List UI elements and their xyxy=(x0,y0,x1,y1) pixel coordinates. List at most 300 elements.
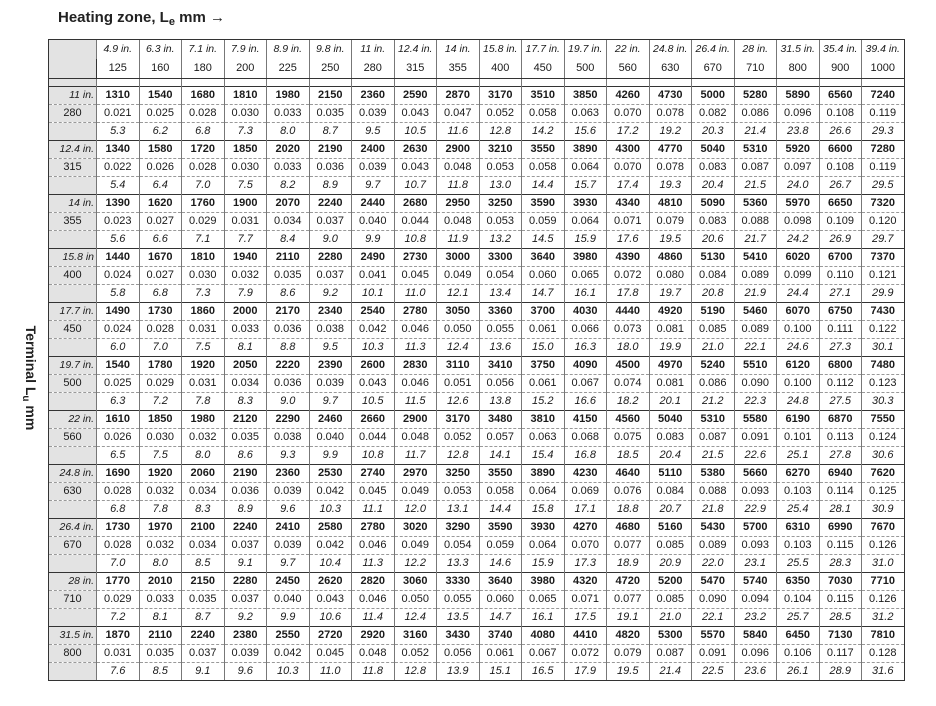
table-cell: 13.9 xyxy=(437,663,480,681)
table-cell: 16.6 xyxy=(564,393,607,411)
table-cell: 7.0 xyxy=(139,339,182,357)
table-cell: 0.064 xyxy=(522,483,565,501)
spacer-cell xyxy=(97,79,140,87)
table-cell: 0.115 xyxy=(819,591,862,609)
table-cell: 31.2 xyxy=(862,609,905,627)
table-cell: 6.4 xyxy=(139,177,182,195)
table-cell: 8.7 xyxy=(309,123,352,141)
table-cell: 25.4 xyxy=(777,501,820,519)
table-cell: 0.087 xyxy=(649,645,692,663)
column-header-inches: 11 in. xyxy=(352,40,395,60)
table-cell: 0.114 xyxy=(819,483,862,501)
table-cell: 2460 xyxy=(309,411,352,429)
table-cell: 0.081 xyxy=(649,321,692,339)
table-row xyxy=(49,627,905,645)
table-cell: 2280 xyxy=(224,573,267,591)
table-cell: 7.3 xyxy=(182,285,225,303)
table-cell: 0.027 xyxy=(139,213,182,231)
column-header-mm: 560 xyxy=(607,59,650,79)
table-row xyxy=(49,555,905,573)
table-cell: 0.125 xyxy=(862,483,905,501)
table-cell: 6.8 xyxy=(182,123,225,141)
table-cell: 0.032 xyxy=(139,537,182,555)
table-cell: 22.5 xyxy=(692,663,735,681)
table-cell: 0.032 xyxy=(139,483,182,501)
table-cell: 0.055 xyxy=(479,321,522,339)
table-cell: 7480 xyxy=(862,357,905,375)
table-cell: 22.9 xyxy=(734,501,777,519)
table-cell: 1860 xyxy=(182,303,225,321)
table-cell: 0.070 xyxy=(607,159,650,177)
table-cell: 0.090 xyxy=(734,375,777,393)
table-cell: 0.088 xyxy=(734,213,777,231)
table-cell: 18.2 xyxy=(607,393,650,411)
table-cell: 0.042 xyxy=(309,483,352,501)
table-row xyxy=(49,411,905,429)
table-cell: 2830 xyxy=(394,357,437,375)
table-cell: 7430 xyxy=(862,303,905,321)
table-cell: 20.1 xyxy=(649,393,692,411)
table-cell: 0.041 xyxy=(352,267,395,285)
table-cell: 16.3 xyxy=(564,339,607,357)
table-cell: 0.065 xyxy=(564,267,607,285)
table-cell: 9.6 xyxy=(224,663,267,681)
table-cell: 2450 xyxy=(267,573,310,591)
table-cell: 0.039 xyxy=(352,159,395,177)
table-cell: 8.8 xyxy=(267,339,310,357)
table-cell: 1850 xyxy=(224,141,267,159)
table-cell: 27.3 xyxy=(819,339,862,357)
table-cell: 7280 xyxy=(862,141,905,159)
table-cell: 0.049 xyxy=(437,267,480,285)
table-cell: 12.0 xyxy=(394,501,437,519)
table-cell: 0.108 xyxy=(819,159,862,177)
column-header-mm: 400 xyxy=(479,59,522,79)
table-cell: 0.078 xyxy=(649,159,692,177)
table-cell: 13.8 xyxy=(479,393,522,411)
table-row xyxy=(49,663,905,681)
table-cell: 0.037 xyxy=(309,213,352,231)
table-cell: 9.2 xyxy=(224,609,267,627)
column-header-inches: 31.5 in. xyxy=(777,40,820,60)
table-cell: 9.5 xyxy=(352,123,395,141)
table-cell: 2150 xyxy=(309,87,352,105)
table-cell: 5.6 xyxy=(97,231,140,249)
table-cell: 28.5 xyxy=(819,609,862,627)
column-header-mm: 280 xyxy=(352,59,395,79)
table-cell: 9.6 xyxy=(267,501,310,519)
table-cell: 6350 xyxy=(777,573,820,591)
row-label-cell xyxy=(49,123,97,141)
table-cell: 5360 xyxy=(734,195,777,213)
table-cell: 4030 xyxy=(564,303,607,321)
table-cell: 5580 xyxy=(734,411,777,429)
row-label-cell xyxy=(49,79,97,87)
table-cell: 10.8 xyxy=(352,447,395,465)
table-cell: 27.8 xyxy=(819,447,862,465)
table-cell: 3740 xyxy=(479,627,522,645)
table-row xyxy=(49,519,905,537)
table-cell: 26.1 xyxy=(777,663,820,681)
table-cell: 1780 xyxy=(139,357,182,375)
table-cell: 5740 xyxy=(734,573,777,591)
table-cell: 0.036 xyxy=(267,321,310,339)
table-cell: 0.089 xyxy=(692,537,735,555)
column-header-inches: 39.4 in. xyxy=(862,40,905,60)
table-cell: 17.2 xyxy=(607,123,650,141)
table-cell: 7.3 xyxy=(224,123,267,141)
table-cell: 0.039 xyxy=(267,537,310,555)
table-cell: 1870 xyxy=(97,627,140,645)
table-cell: 6990 xyxy=(819,519,862,537)
table-cell: 0.053 xyxy=(479,159,522,177)
table-cell: 27.5 xyxy=(819,393,862,411)
table-cell: 7.6 xyxy=(97,663,140,681)
column-header-inches: 7.1 in. xyxy=(182,40,225,60)
table-cell: 4230 xyxy=(564,465,607,483)
table-cell: 2190 xyxy=(309,141,352,159)
table-row xyxy=(49,375,905,393)
table-cell: 14.1 xyxy=(479,447,522,465)
heating-zone-title: Heating zone, $L_e$ mm → xyxy=(58,9,225,28)
table-cell: 6450 xyxy=(777,627,820,645)
column-header-mm: 200 xyxy=(224,59,267,79)
table-cell: 15.4 xyxy=(522,447,565,465)
column-header-mm: 355 xyxy=(437,59,480,79)
table-cell: 0.036 xyxy=(224,483,267,501)
table-cell: 6.0 xyxy=(97,339,140,357)
table-cell: 5000 xyxy=(692,87,735,105)
table-row xyxy=(49,357,905,375)
table-cell: 0.103 xyxy=(777,537,820,555)
row-label-mm: 315 xyxy=(49,159,97,177)
table-cell: 7670 xyxy=(862,519,905,537)
table-cell: 2360 xyxy=(267,465,310,483)
table-cell: 0.113 xyxy=(819,429,862,447)
table-cell: 1440 xyxy=(97,249,140,267)
table-cell: 4560 xyxy=(607,411,650,429)
table-cell: 2000 xyxy=(224,303,267,321)
table-cell: 3110 xyxy=(437,357,480,375)
table-row xyxy=(49,501,905,519)
table-cell: 0.085 xyxy=(649,537,692,555)
table-cell: 0.072 xyxy=(607,267,650,285)
table-cell: 0.033 xyxy=(267,105,310,123)
table-cell: 9.7 xyxy=(352,177,395,195)
table-cell: 3930 xyxy=(522,519,565,537)
terminal-axis-label: Terminal $L_u$ mm xyxy=(20,325,39,431)
table-cell: 1760 xyxy=(182,195,225,213)
table-cell: 10.3 xyxy=(352,339,395,357)
column-header-inches: 17.7 in. xyxy=(522,40,565,60)
table-cell: 20.4 xyxy=(692,177,735,195)
table-cell: 11.3 xyxy=(394,339,437,357)
table-cell: 3300 xyxy=(479,249,522,267)
table-cell: 0.053 xyxy=(479,213,522,231)
table-cell: 4410 xyxy=(564,627,607,645)
table-cell: 11.1 xyxy=(352,501,395,519)
table-cell: 16.1 xyxy=(564,285,607,303)
table-cell: 0.104 xyxy=(777,591,820,609)
table-cell: 6270 xyxy=(777,465,820,483)
table-cell: 7.0 xyxy=(97,555,140,573)
table-cell: 5970 xyxy=(777,195,820,213)
table-cell: 0.067 xyxy=(564,375,607,393)
spacer-cell xyxy=(479,79,522,87)
table-cell: 0.040 xyxy=(352,213,395,231)
table-cell: 0.056 xyxy=(479,375,522,393)
table-cell: 11.8 xyxy=(437,177,480,195)
table-cell: 5040 xyxy=(692,141,735,159)
table-cell: 1770 xyxy=(97,573,140,591)
table-cell: 0.110 xyxy=(819,267,862,285)
table-cell: 4680 xyxy=(607,519,650,537)
table-cell: 0.033 xyxy=(224,321,267,339)
table-cell: 2150 xyxy=(182,573,225,591)
row-label-cell xyxy=(49,393,97,411)
table-cell: 0.068 xyxy=(564,429,607,447)
table-cell: 4500 xyxy=(607,357,650,375)
row-label-mm: 500 xyxy=(49,375,97,393)
table-cell: 0.049 xyxy=(394,537,437,555)
column-header-inches: 6.3 in. xyxy=(139,40,182,60)
table-cell: 7130 xyxy=(819,627,862,645)
table-cell: 0.070 xyxy=(564,537,607,555)
column-header-inches: 22 in. xyxy=(607,40,650,60)
table-cell: 5890 xyxy=(777,87,820,105)
table-cell: 28.3 xyxy=(819,555,862,573)
table-cell: 0.073 xyxy=(607,321,650,339)
table-cell: 6120 xyxy=(777,357,820,375)
row-label-mm: 630 xyxy=(49,483,97,501)
row-label-inches: 15.8 in xyxy=(49,249,97,267)
table-cell: 21.4 xyxy=(734,123,777,141)
spacer-cell xyxy=(182,79,225,87)
table-cell: 24.2 xyxy=(777,231,820,249)
row-label-cell xyxy=(49,501,97,519)
spacer-cell xyxy=(649,79,692,87)
table-cell: 22.3 xyxy=(734,393,777,411)
table-cell: 29.5 xyxy=(862,177,905,195)
table-row xyxy=(49,609,905,627)
table-cell: 9.1 xyxy=(224,555,267,573)
table-cell: 5920 xyxy=(777,141,820,159)
table-cell: 3430 xyxy=(437,627,480,645)
table-cell: 8.4 xyxy=(267,231,310,249)
table-cell: 27.1 xyxy=(819,285,862,303)
table-cell: 30.9 xyxy=(862,501,905,519)
table-cell: 26.6 xyxy=(819,123,862,141)
table-cell: 0.056 xyxy=(437,645,480,663)
table-cell: 7.1 xyxy=(182,231,225,249)
table-cell: 0.091 xyxy=(734,429,777,447)
table-cell: 0.058 xyxy=(479,483,522,501)
table-cell: 4770 xyxy=(649,141,692,159)
table-cell: 8.3 xyxy=(182,501,225,519)
table-cell: 0.096 xyxy=(777,105,820,123)
table-cell: 17.6 xyxy=(607,231,650,249)
column-header-inches: 12.4 in. xyxy=(394,40,437,60)
table-row xyxy=(49,213,905,231)
table-cell: 0.028 xyxy=(97,537,140,555)
table-cell: 8.3 xyxy=(224,393,267,411)
row-label-inches: 19.7 in. xyxy=(49,357,97,375)
table-cell: 0.037 xyxy=(224,537,267,555)
row-label-cell xyxy=(49,231,97,249)
table-cell: 0.030 xyxy=(139,429,182,447)
heating-zone-table xyxy=(48,39,905,681)
table-cell: 3170 xyxy=(479,87,522,105)
table-cell: 0.031 xyxy=(224,213,267,231)
table-cell: 0.071 xyxy=(607,213,650,231)
table-cell: 2620 xyxy=(309,573,352,591)
row-label-mm: 710 xyxy=(49,591,97,609)
table-cell: 4970 xyxy=(649,357,692,375)
column-header-inches: 15.8 in. xyxy=(479,40,522,60)
table-cell: 0.028 xyxy=(139,321,182,339)
table-cell: 18.5 xyxy=(607,447,650,465)
table-cell: 0.089 xyxy=(734,267,777,285)
table-row xyxy=(49,447,905,465)
table-cell: 18.0 xyxy=(607,339,650,357)
table-cell: 0.106 xyxy=(777,645,820,663)
table-cell: 0.087 xyxy=(692,429,735,447)
table-cell: 10.3 xyxy=(267,663,310,681)
table-cell: 31.0 xyxy=(862,555,905,573)
table-cell: 2410 xyxy=(267,519,310,537)
table-row xyxy=(49,105,905,123)
column-header-inches: 8.9 in. xyxy=(267,40,310,60)
table-cell: 0.115 xyxy=(819,537,862,555)
table-cell: 4730 xyxy=(649,87,692,105)
table-cell: 30.3 xyxy=(862,393,905,411)
row-label-mm: 670 xyxy=(49,537,97,555)
table-cell: 4640 xyxy=(607,465,650,483)
table-cell: 29.9 xyxy=(862,285,905,303)
table-cell: 1970 xyxy=(139,519,182,537)
table-cell: 0.078 xyxy=(649,105,692,123)
table-cell: 7.5 xyxy=(224,177,267,195)
table-cell: 11.7 xyxy=(394,447,437,465)
table-cell: 11.0 xyxy=(309,663,352,681)
table-cell: 0.026 xyxy=(139,159,182,177)
spacer-cell xyxy=(777,79,820,87)
table-cell: 7.5 xyxy=(139,447,182,465)
table-cell: 14.4 xyxy=(479,501,522,519)
table-cell: 8.1 xyxy=(224,339,267,357)
table-cell: 3980 xyxy=(522,573,565,591)
table-cell: 6600 xyxy=(819,141,862,159)
spacer-cell xyxy=(564,79,607,87)
header-corner xyxy=(49,40,97,79)
table-cell: 6.2 xyxy=(139,123,182,141)
table-cell: 5700 xyxy=(734,519,777,537)
table-cell: 0.083 xyxy=(692,159,735,177)
table-cell: 1340 xyxy=(97,141,140,159)
table-cell: 0.052 xyxy=(394,645,437,663)
table-cell: 7.2 xyxy=(97,609,140,627)
table-cell: 22.0 xyxy=(692,555,735,573)
table-cell: 15.9 xyxy=(522,555,565,573)
table-cell: 9.9 xyxy=(267,609,310,627)
table-cell: 10.4 xyxy=(309,555,352,573)
table-cell: 3890 xyxy=(564,141,607,159)
table-cell: 22.1 xyxy=(734,339,777,357)
table-cell: 1900 xyxy=(224,195,267,213)
table-cell: 2780 xyxy=(352,519,395,537)
table-cell: 26.9 xyxy=(819,231,862,249)
table-cell: 0.043 xyxy=(394,105,437,123)
table-cell: 1920 xyxy=(139,465,182,483)
table-cell: 5.4 xyxy=(97,177,140,195)
table-cell: 2680 xyxy=(394,195,437,213)
row-label-cell xyxy=(49,447,97,465)
table-cell: 10.3 xyxy=(309,501,352,519)
table-cell: 5460 xyxy=(734,303,777,321)
table-cell: 0.077 xyxy=(607,591,650,609)
table-cell: 0.021 xyxy=(97,105,140,123)
table-cell: 10.5 xyxy=(394,123,437,141)
table-cell: 20.9 xyxy=(649,555,692,573)
table-cell: 0.100 xyxy=(777,375,820,393)
table-cell: 0.100 xyxy=(777,321,820,339)
table-cell: 0.093 xyxy=(734,483,777,501)
table-cell: 0.046 xyxy=(394,375,437,393)
table-cell: 6020 xyxy=(777,249,820,267)
table-cell: 9.7 xyxy=(309,393,352,411)
table-cell: 24.0 xyxy=(777,177,820,195)
spacer-cell xyxy=(819,79,862,87)
table-cell: 2290 xyxy=(267,411,310,429)
table-cell: 2950 xyxy=(437,195,480,213)
row-label-cell xyxy=(49,555,97,573)
table-cell: 0.030 xyxy=(224,159,267,177)
table-cell: 4390 xyxy=(607,249,650,267)
table-row xyxy=(49,393,905,411)
table-cell: 21.2 xyxy=(692,393,735,411)
table-cell: 0.038 xyxy=(309,321,352,339)
table-cell: 0.123 xyxy=(862,375,905,393)
table-cell: 13.6 xyxy=(479,339,522,357)
table-cell: 0.038 xyxy=(267,429,310,447)
spacer-row xyxy=(49,79,905,87)
table-cell: 14.4 xyxy=(522,177,565,195)
table-cell: 3050 xyxy=(437,303,480,321)
table-cell: 0.058 xyxy=(522,159,565,177)
table-row xyxy=(49,123,905,141)
table-cell: 17.3 xyxy=(564,555,607,573)
table-cell: 0.029 xyxy=(182,213,225,231)
table-cell: 7.7 xyxy=(224,231,267,249)
table-cell: 0.031 xyxy=(97,645,140,663)
column-header-inches: 9.8 in. xyxy=(309,40,352,60)
table-cell: 8.5 xyxy=(182,555,225,573)
table-cell: 4300 xyxy=(607,141,650,159)
table-cell: 15.8 xyxy=(522,501,565,519)
table-cell: 0.049 xyxy=(394,483,437,501)
row-label-cell xyxy=(49,663,97,681)
table-cell: 3590 xyxy=(479,519,522,537)
table-cell: 0.031 xyxy=(182,375,225,393)
column-header-mm: 800 xyxy=(777,59,820,79)
table-cell: 0.039 xyxy=(267,483,310,501)
table-cell: 14.7 xyxy=(522,285,565,303)
row-label-inches: 11 in. xyxy=(49,87,97,105)
table-cell: 11.0 xyxy=(394,285,437,303)
table-cell: 7620 xyxy=(862,465,905,483)
table-cell: 5570 xyxy=(692,627,735,645)
table-row xyxy=(49,645,905,663)
